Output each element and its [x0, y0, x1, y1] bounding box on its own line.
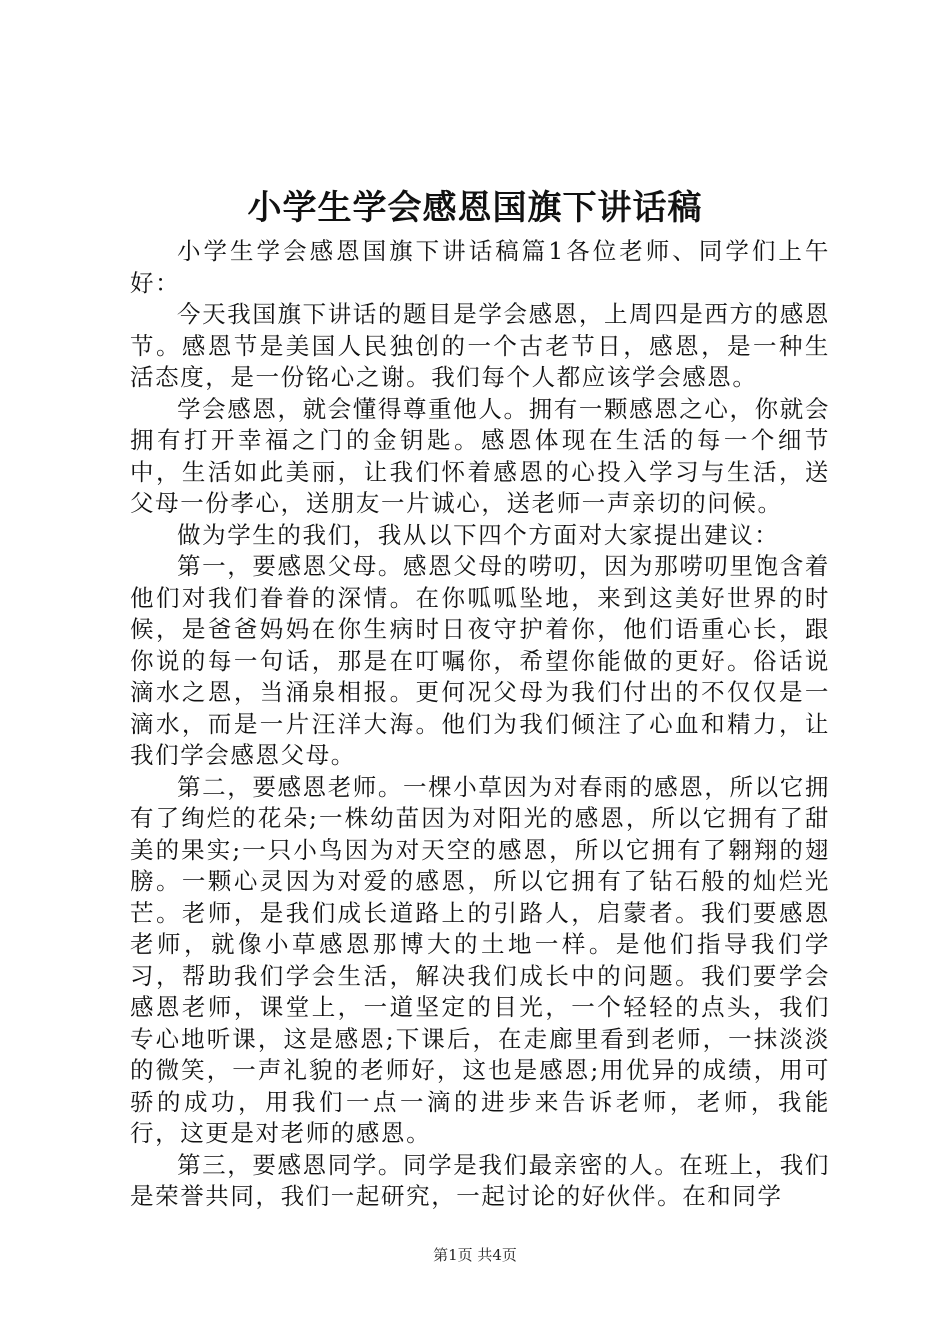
paragraph: 第三，要感恩同学。同学是我们最亲密的人。在班上，我们是荣誉共同，我们一起研究，一起讨论的好伙伴。在和同学 [130, 1150, 830, 1210]
page-footer: 第1页 共4页 [433, 1246, 517, 1264]
paragraph: 做为学生的我们，我从以下四个方面对大家提出建议： [177, 520, 780, 549]
paragraph: 第一，要感恩父母。感恩父母的唠叨，因为那唠叨里饱含着他们对我们眷眷的深情。在你呱呱坠地，来到这美好世界的时候，是爸爸妈妈在你生病时日夜守护着你，他们语重心长，跟你说的每一句话，那是在叮嘱你，希望你能做的更好。俗话说滴水之恩，当涌泉相报。更何况父母为我们付出的不仅仅是一滴水，而是一片汪洋大海。他们为我们倾注了心血和精力，让我们学会感恩父母。 [130, 552, 830, 769]
paragraph: 今天我国旗下讲话的题目是学会感恩，上周四是西方的感恩节。感恩节是美国人民独创的一个古老节日，感恩，是一种生活态度，是一份铭心之谢。我们每个人都应该学会感恩。 [130, 300, 830, 391]
paragraph: 学会感恩，就会懂得尊重他人。拥有一颗感恩之心，你就会拥有打开幸福之门的金钥匙。感恩体现在生活的每一个细节中，生活如此美丽，让我们怀着感恩的心投入学习与生活，送父母一份孝心，送朋友一片诚心，送老师一声亲切的问候。 [130, 394, 830, 517]
paragraph: 第二，要感恩老师。一棵小草因为对春雨的感恩，所以它拥有了绚烂的花朵;一株幼苗因为对阳光的感恩，所以它拥有了甜美的果实;一只小鸟因为对天空的感恩，所以它拥有了翱翔的翅膀。一颗心灵因为对爱的感恩，所以它拥有了钻石般的灿烂光芒。老师，是我们成长道路上的引路人，启蒙者。我们要感恩老师，就像小草感恩那博大的土地一样。是他们指导我们学习，帮助我们学会生活，解决我们成长中的问题。我们要学会感恩老师，课堂上，一道坚定的目光，一个轻轻的点头，我们专心地听课，这是感恩;下课后，在走廊里看到老师，一抹淡淡的微笑，一声礼貌的老师好，这也是感恩;用优异的成绩，用可骄的成功，用我们一点一滴的进步来告诉老师，老师，我能行，这更是对老师的感恩。 [130, 772, 830, 1147]
paragraph: 小学生学会感恩国旗下讲话稿篇1各位老师、同学们上午好： [130, 237, 830, 297]
document-title: 小学生学会感恩国旗下讲话稿 [247, 188, 703, 228]
document-body [130, 236, 830, 1213]
